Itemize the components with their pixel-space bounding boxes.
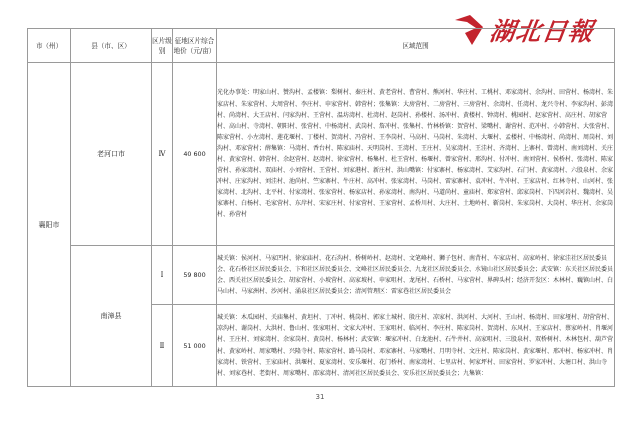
area-cell: 光化办事处：明家山村、赞沟村、孟楼镇：梨树村、秦庄村、黄老营村、曹营村、熊河村、华庄村、工桃村、邓家湾村、余沟村、田营村、杨湾村、朱家店村、朱家营村、大周营村、李庄村、申家营村、韩营村；张集镇：大房营村、二房营村、三房营村、余湾村、任湾村、龙兴寺村、李家沟村、彭湾村、尚湾村、大王店村、闫家沟村、王营村、温坊湾村、杜湾村、赵岗村、孙楼村、汤冲村、黄楼村、钟湾村、桃园村、赵家营村、高庄村、胡家营村、高山村、寺湾村、朝阳村、张营村、中杨湾村、武岗村、詹冲村、张集村、竹林桥镇：贺营村、梁嘴村、谢营村、范冲村、小韩营村、大张营村、陈家营村、小左湾村、莲花堰村、丁楼村、贺湾村、冯营村、王李岗村、马高村、马岗村、朱湾村、大堰村、孟楼村、中杨湾村、尚湾村、周岗村、刘沟村、邓家营村；薛集镇：马湾村、香台村、陈家庙村、天明岗村、王湾村、王庄村、吴家湾村、王洼村、齐湾村、上寨村、曾湾村、南刘湾村、关庄村、黄家营村、韩营村、余赵营村、赵湾村、徐家营村、杨集村、杜王营村、杨堰村、曾家营村、邢沟村、付冲村、南刘营村、侯桥村、张湾村、陈家营村、孙家湾村、双庙村、小刘营村、王营村、刘家港村、新庄村、洪山嘴镇：付家寨村、杨家湾村、艾家沟村、石门村、黄家湾村、六股泉村、余家冲村、庄家沟村、刘洼村、池尚村、竺家寨村、牛庄村、高冲村、张家湾村、马岗村、雷家寨村、袁冲村、牛冲村、王家店村、红林寺村、山河村、张家湾村、北沟村、北平村、付家湾村、张家营村、杨家店村、孙家湾村、南沟村、马道尚村、童庙村、郑家营村、邱家岗村、下四河岩村、魏湾村、吴家寨村、白杨村、毛家营村、东岸村、宋家庄村、付家营村、王家营村、孟桥川村、大庄村、土地岭村、靳岗村、朱家岗村、大岗村、华庄村、余家岗村、孙营村 [217,63,615,246]
area-cell: 城关镇：侯河村、马家凹村、徐家庙村、花石沟村、桥树岭村、赵湾村、文笔峰村、狮子包村、南背村、车家店村、高家岭村、徐家洼社区居民委员会、花石桥社区居民委员会、卞和社区居民委员会、文峰社区居民委员会、九龙社区居民委员会、水镜山社区居民委员会；武安镇：东关社区居民委员会、西关社区居民委员会、胡家营村、小坡营村、高家坡村、申家咀村、龙尾村、石桥村、马家营村、界碑头村；经济开发区：木林村、巍镇山村、白马山村、马家洲村、沙河村、涌泉社区居民委员会；清河管理区：雷家巷社区居民委员会 [217,246,615,305]
land-price-table [27,28,615,387]
table-row [28,246,615,305]
header-county: 县（市、区） [71,29,152,63]
page-number: 31 [315,393,325,401]
level-cell: Ⅱ [152,305,173,387]
table-header-row [28,29,615,63]
price-cell: 59 800 [173,246,217,305]
city-cell: 襄阳市 [28,63,71,387]
header-price: 征地区片综合地价（元/亩） [173,29,217,63]
county-cell: 老河口市 [71,63,152,246]
header-level: 区片级别 [152,29,173,63]
table-row [28,63,615,246]
header-city: 市（州） [28,29,71,63]
level-cell: Ⅳ [152,63,173,246]
header-area: 区域范围 [217,29,615,63]
area-cell: 城关镇：木瓜园村、关庙集村、黄坦村、丁冲村、桃岗村、郭家土城村、殷庄村、凉家村、洪河村、大河村、王山村、杨湾村、田家垭村、胡营营村、凉沟村、谢岗村、大洪村、鲁山村、张家咀村、文家大冲村、王家咀村、临河村、李庄村、陈家岗村、贺湾村、东风村、王家店村、蔡家岭村、肖堰河村、王庄村、刘家湾村、余家岗村、黄岗村、杨林村；武安镇：堰家冲村、白龙池村、石牛井村、高家咀村、三股泉村、双桥树村、木林包村、葫芦营村、黄家岭村、周家嘴村、兴隆寺村、陈家营村、路马岗村、邓家寨村、马家嘴村、月明寺村、文庄村、陈家岗村、黄家堰村、邢冲村、杨家冲村、肖家湾村、铁营村、王家庙村、洪堰村、夏家湾村、安乐堰村、花门桥村、南家湾村、七里店村、何家坪村、田家营村、罗家冲村、大塘口村、洪山寺村、刘家巷村、老街村、周家嘴村、邵家湾村、清河社区居民委员会、安乐社区居民委员会；九集镇： [217,305,615,387]
county-cell: 南漳县 [71,246,152,387]
level-cell: Ⅰ [152,246,173,305]
logo-wordmark: 湖北日報 [487,17,596,46]
price-cell: 51 000 [173,305,217,387]
price-cell: 40 600 [173,63,217,246]
